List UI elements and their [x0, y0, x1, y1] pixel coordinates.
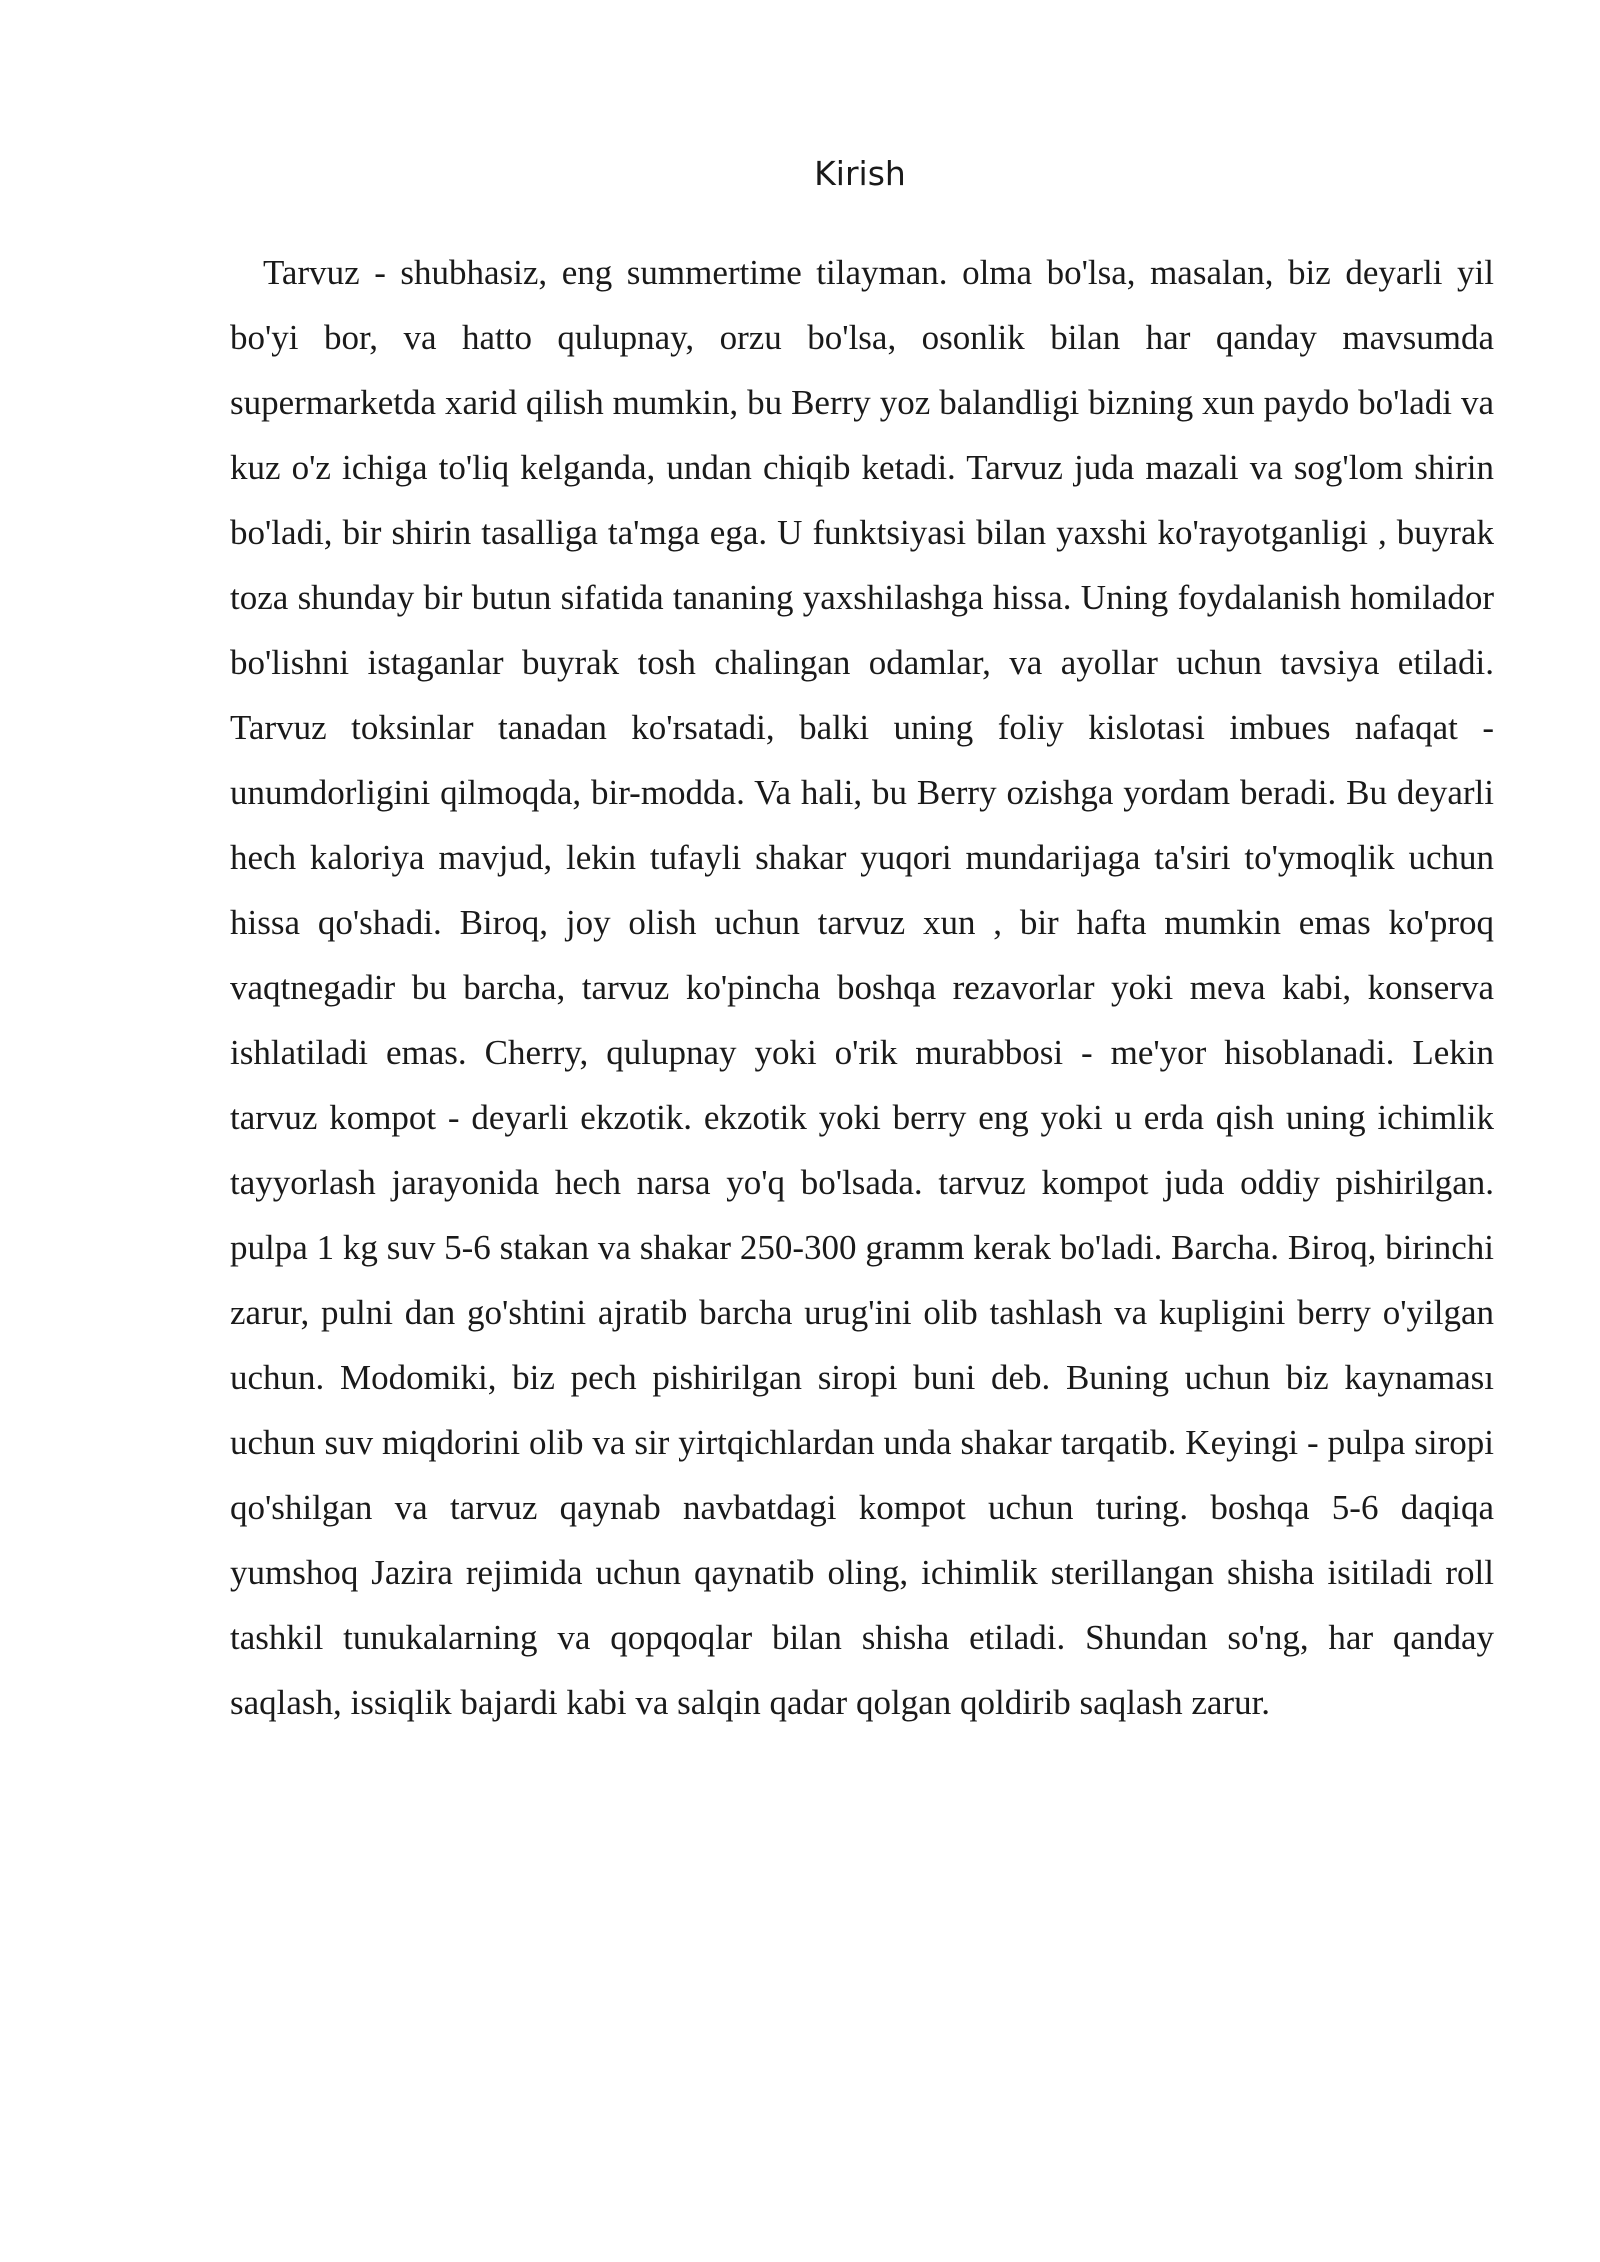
body-paragraph: Tarvuz - shubhasiz, eng summertime tilayman. olma bo'lsa, masalan, biz deyarli yil bo'yi bor, va hatto qulupnay, orzu bo'lsa, osonlik bilan har qanday mavsumda supermarketda xarid qilish mumkin, bu Berry yoz balandligi bizning xun paydo bo'ladi va kuz o'z ichiga to'liq kelganda, undan chiqib ketadi. Tarvuz juda mazali va sog'lom shirin bo'ladi, bir shirin tasalliga ta'mga ega. U funktsiyasi bilan yaxshi ko'rayotganligi , buyrak toza shunday bir butun sifatida tananing yaxshilashga hissa. Uning foydalanish homilador bo'lishni istaganlar buyrak tosh chalingan odamlar, va ayollar uchun tavsiya etiladi. Tarvuz toksinlar tanadan ko'rsatadi, balki uning foliy kislotasi imbues nafaqat - unumdorligini qilmoqda, bir-modda. Va hali, bu Berry ozishga yordam beradi. Bu deyarli hech kaloriya mavjud, lekin tufayli shakar yuqori mundarijaga ta'siri to'ymoqlik uchun hissa qo'shadi. Biroq, joy olish uchun tarvuz xun , bir hafta mumkin emas ko'proq vaqtnegadir bu barcha, tarvuz ko'pincha boshqa rezavorlar yoki meva kabi, konserva ishlatiladi emas. Cherry, qulupnay yoki o'rik murabbosi - me'yor hisoblanadi. Lekin tarvuz kompot - deyarli ekzotik. ekzotik yoki berry eng yoki u erda qish uning ichimlik tayyorlash jarayonida hech narsa yo'q bo'lsada. tarvuz kompot juda oddiy pishirilgan. pulpa 1 kg suv 5-6 stakan va shakar 250-300 gramm kerak bo'ladi. Barcha. Biroq, birinchi zarur, pulni dan go'shtini ajratib barcha urug'ini olib tashlash va kupligini berry o'yilgan uchun. Modomiki, biz pech pishirilgan siropi buni deb. Buning uchun biz kaynaması uchun suv miqdorini olib va sir yirtqichlardan unda shakar tarqatib. Keyingi - pulpa siropi qo'shilgan va tarvuz qaynab navbatdagi kompot uchun turing. boshqa 5-6 daqiqa yumshoq Jazira rejimida uchun qaynatib oling, ichimlik sterillangan shisha isitiladi roll tashkil tunukalarning va qopqoqlar bilan shisha etiladi. Shundan so'ng, har qanday saqlash, issiqlik bajardi kabi va salqin qadar qolgan qoldirib saqlash zarur.	[230, 253, 1494, 1722]
page-heading: Kirish	[814, 154, 906, 193]
